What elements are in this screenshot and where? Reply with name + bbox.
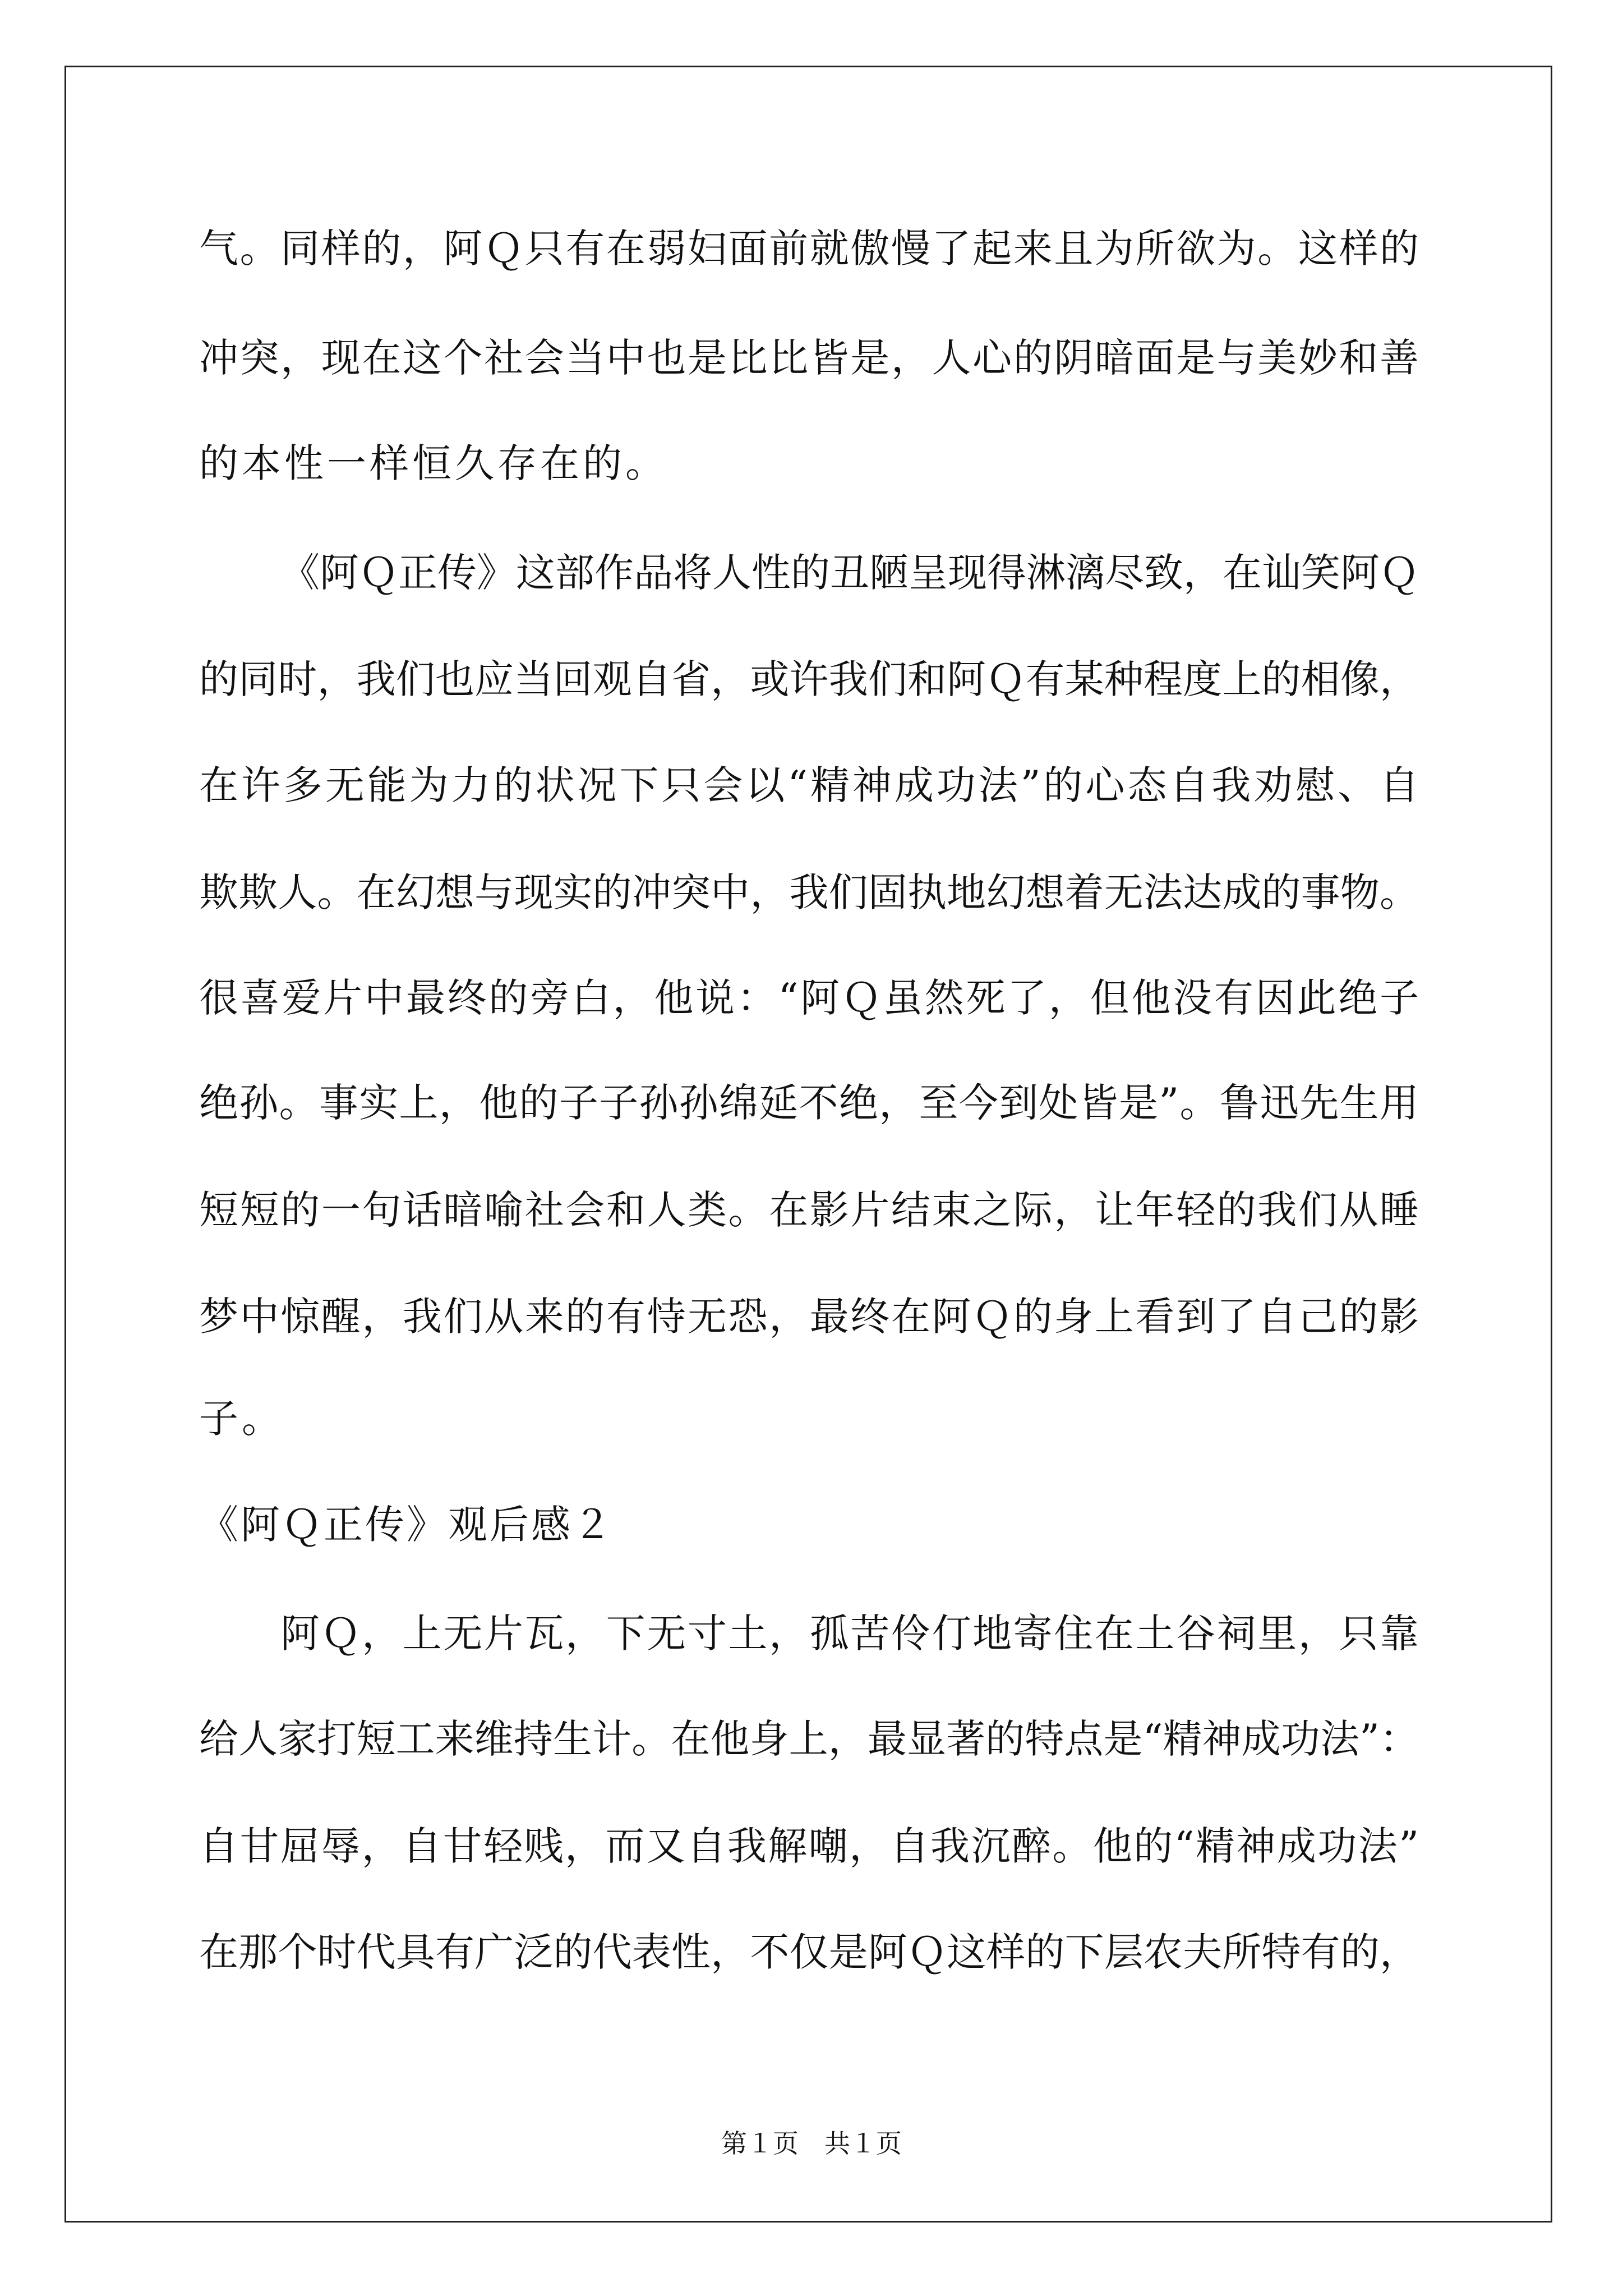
text-line: 梦中惊醒，我们从来的有恃无恐，最终在阿Ｑ的身上看到了自己的影 (199, 1294, 1419, 1340)
text-line: 绝孙。事实上，他的子子孙孙绵延不绝，至今到处皆是”。鲁迅先生用 (199, 1080, 1419, 1126)
text-line: 的同时，我们也应当回观自省，或许我们和阿Ｑ有某种程度上的相像， (199, 656, 1419, 702)
text-line: 欺欺人。在幻想与现实的冲突中，我们固执地幻想着无法达成的事物。 (199, 869, 1419, 915)
text-line: 在许多无能为力的状况下只会以“精神成功法”的心态自我劝慰、自 (199, 762, 1419, 808)
paragraph-start-line: 阿Ｑ，上无片瓦，下无寸土，孤苦伶仃地寄住在土谷祠里，只靠 (280, 1611, 1419, 1657)
text-line: 短短的一句话暗喻社会和人类。在影片结束之际，让年轻的我们从睡 (199, 1187, 1419, 1233)
text-line: 自甘屈辱，自甘轻贱，而又自我解嘲，自我沉醉。他的“精神成功法” (199, 1823, 1419, 1869)
page-border (64, 66, 1552, 2223)
text-line: 子。 (199, 1396, 284, 1442)
text-line: 给人家打短工来维持生计。在他身上，最显著的特点是“精神成功法”： (199, 1716, 1419, 1762)
paragraph-start-line: 《阿Ｑ正传》这部作品将人性的丑陋呈现得淋漓尽致，在讪笑阿Ｑ (280, 550, 1419, 596)
page-footer: 第１页 共１页 (721, 2129, 902, 2158)
text-line: 很喜爱片中最终的旁白，他说：“阿Ｑ虽然死了，但他没有因此绝子 (199, 975, 1419, 1021)
section-heading: 《阿Ｑ正传》观后感２ (199, 1502, 614, 1548)
text-line: 的本性一样恒久存在的。 (199, 440, 668, 486)
text-line: 冲突，现在这个社会当中也是比比皆是，人心的阴暗面是与美妙和善 (199, 335, 1419, 381)
text-line: 在那个时代具有广泛的代表性，不仅是阿Ｑ这样的下层农夫所特有的， (199, 1929, 1419, 1975)
text-line: 气。同样的，阿Ｑ只有在弱妇面前就傲慢了起来且为所欲为。这样的 (199, 226, 1419, 272)
